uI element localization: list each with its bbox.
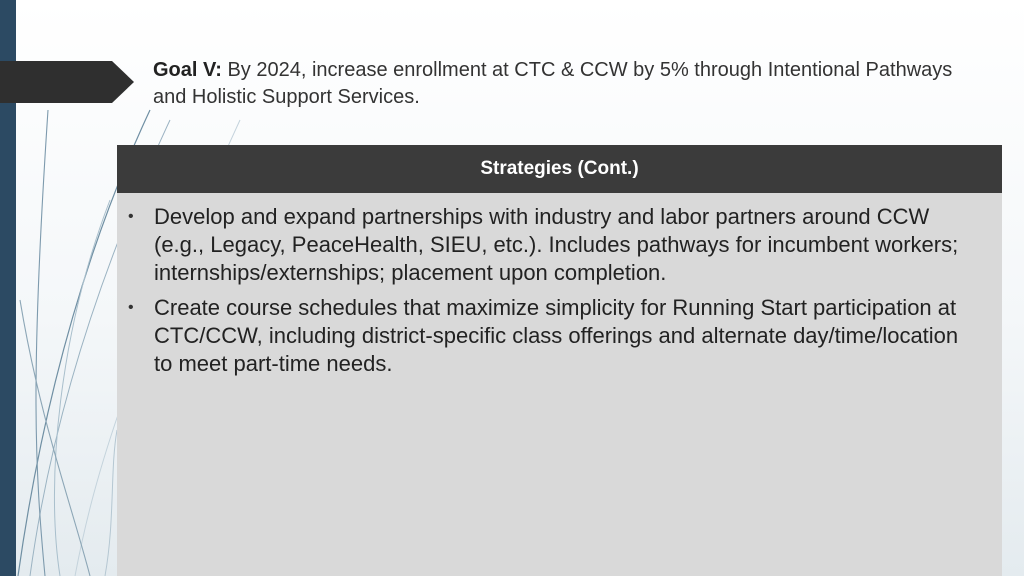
goal-text: By 2024, increase enrollment at CTC & CCW by 5% through Intentional Pathways and Holistic Support Services. — [153, 59, 953, 108]
bullet-marker: • — [128, 299, 134, 316]
goal-label: Goal V: — [153, 59, 222, 81]
strategies-header: Strategies (Cont.) — [117, 145, 1002, 193]
list-item — [128, 294, 982, 378]
bullet-marker: • — [128, 208, 134, 225]
list-item — [128, 203, 982, 287]
list-item-text: Create course schedules that maximize simplicity for Running Start participation at CTC/CCW, including district-specific class offerings and alternate day/time/location to meet part-time needs. — [154, 295, 959, 376]
goal-statement — [153, 57, 983, 111]
list-item-text: Develop and expand partnerships with industry and labor partners around CCW (e.g., Legacy, PeaceHealth, SIEU, etc.). Includes pathways for incumbent workers; internships/externships; placement upon completion. — [154, 204, 959, 285]
strategies-list — [117, 193, 1002, 378]
strategies-panel — [117, 145, 1002, 576]
goal-arrow-marker — [0, 61, 134, 103]
